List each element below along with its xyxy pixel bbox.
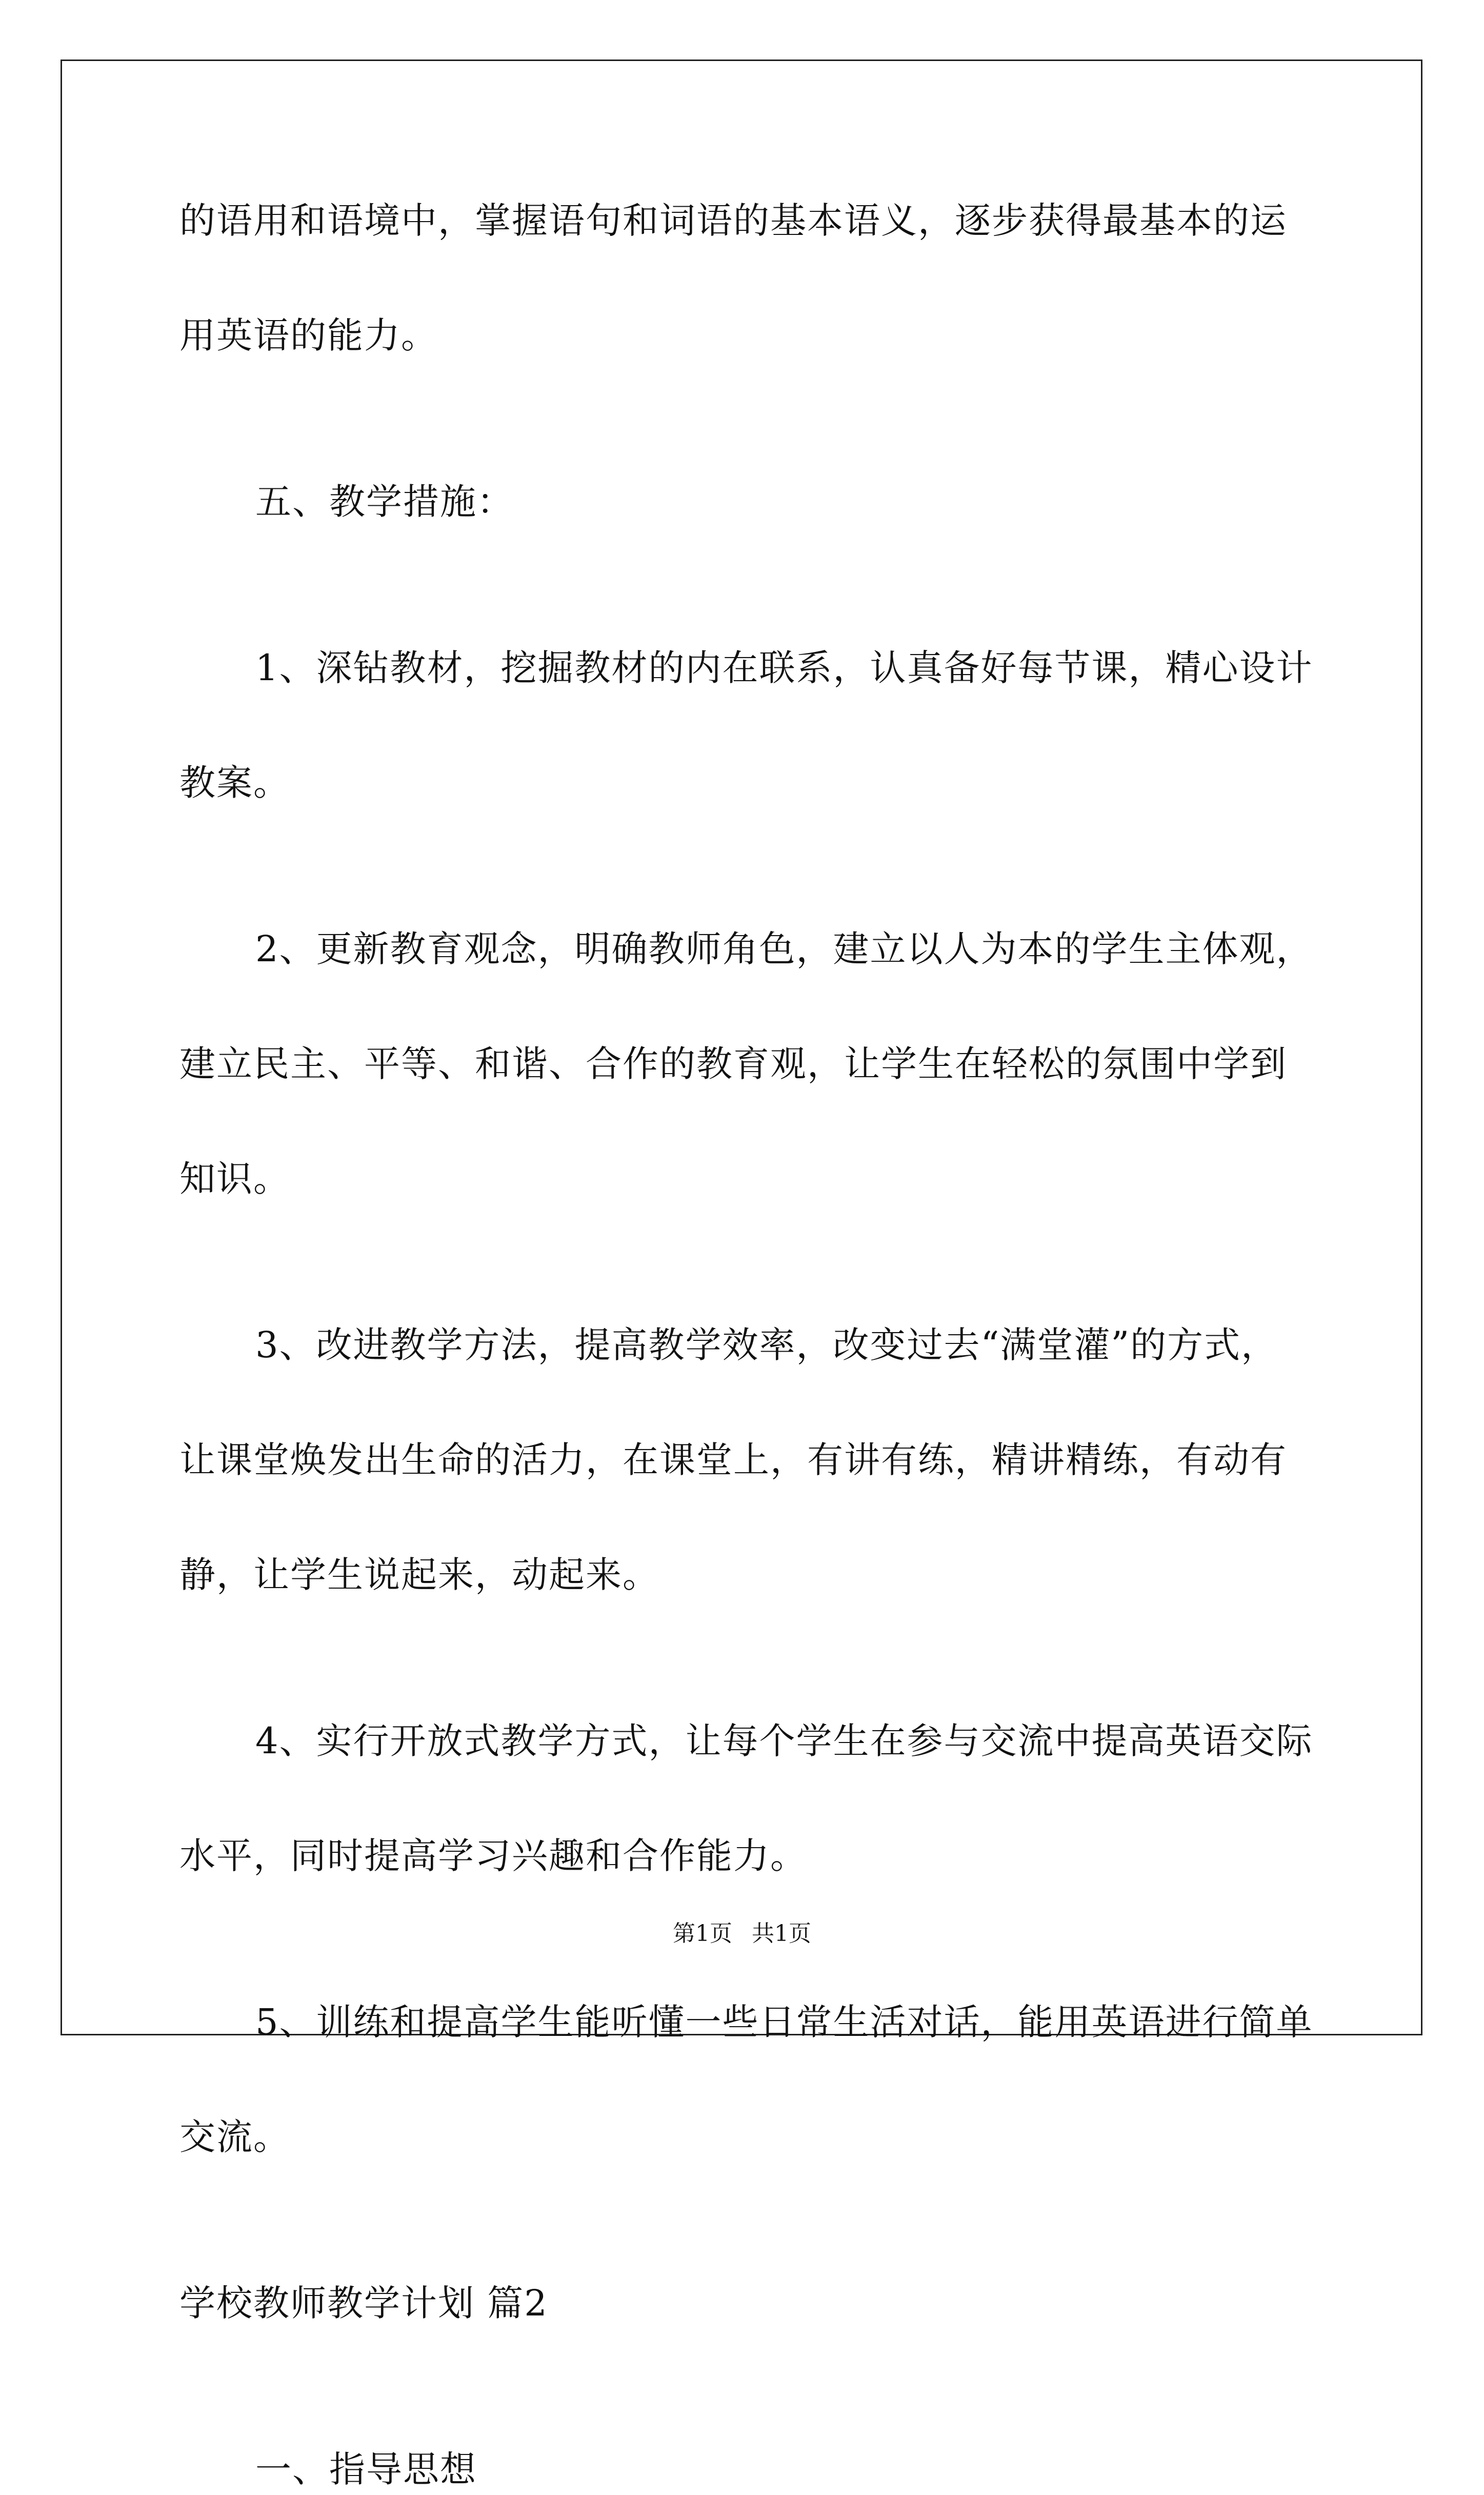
paragraph-line: 4、实行开放式教学方式，让每个学生在参与交流中提高英语交际 (255, 1720, 1313, 1762)
paragraph-line: 水平，同时提高学习兴趣和合作能力。 (179, 1835, 807, 1877)
section-heading: 一、指导思想 (255, 2448, 477, 2490)
paragraph-line: 用英语的能力。 (179, 314, 438, 357)
paragraph-line: 交流。 (179, 2116, 290, 2158)
paragraph-line: 让课堂焕发出生命的活力，在课堂上，有讲有练，精讲精练，有动有 (179, 1439, 1287, 1481)
paragraph-line: 2、更新教育观念，明确教师角色，建立以人为本的学生主体观， (255, 928, 1313, 970)
paragraph-line: 教案。 (179, 762, 290, 804)
document-section-title: 学校教师教学计划 篇2 (179, 2282, 548, 2324)
page-number-total: 共1页 (752, 1920, 811, 1947)
section-heading: 五、教学措施： (255, 481, 514, 523)
paragraph-line: 的语用和语境中，掌握语句和词语的基本语义，逐步获得最基本的运 (179, 200, 1287, 242)
paragraph-line: 3、改进教学方法，提高教学效率，改变过去“满堂灌”的方式， (255, 1324, 1278, 1366)
page-footer (0, 1918, 1484, 1949)
paragraph-line: 1、深钻教材，挖掘教材的内在联系，认真备好每节课，精心设计 (255, 647, 1313, 689)
document-body (179, 195, 1313, 2495)
page-number-current: 第1页 (673, 1920, 732, 1947)
paragraph-line: 静，让学生说起来，动起来。 (179, 1554, 659, 1596)
paragraph-line: 建立民主、平等、和谐、合作的教育观，让学生在轻松的氛围中学到 (179, 1043, 1287, 1085)
paragraph-line: 知识。 (179, 1158, 290, 1200)
paragraph-line: 5、训练和提高学生能听懂一些日常生活对话，能用英语进行简单 (255, 2001, 1313, 2043)
